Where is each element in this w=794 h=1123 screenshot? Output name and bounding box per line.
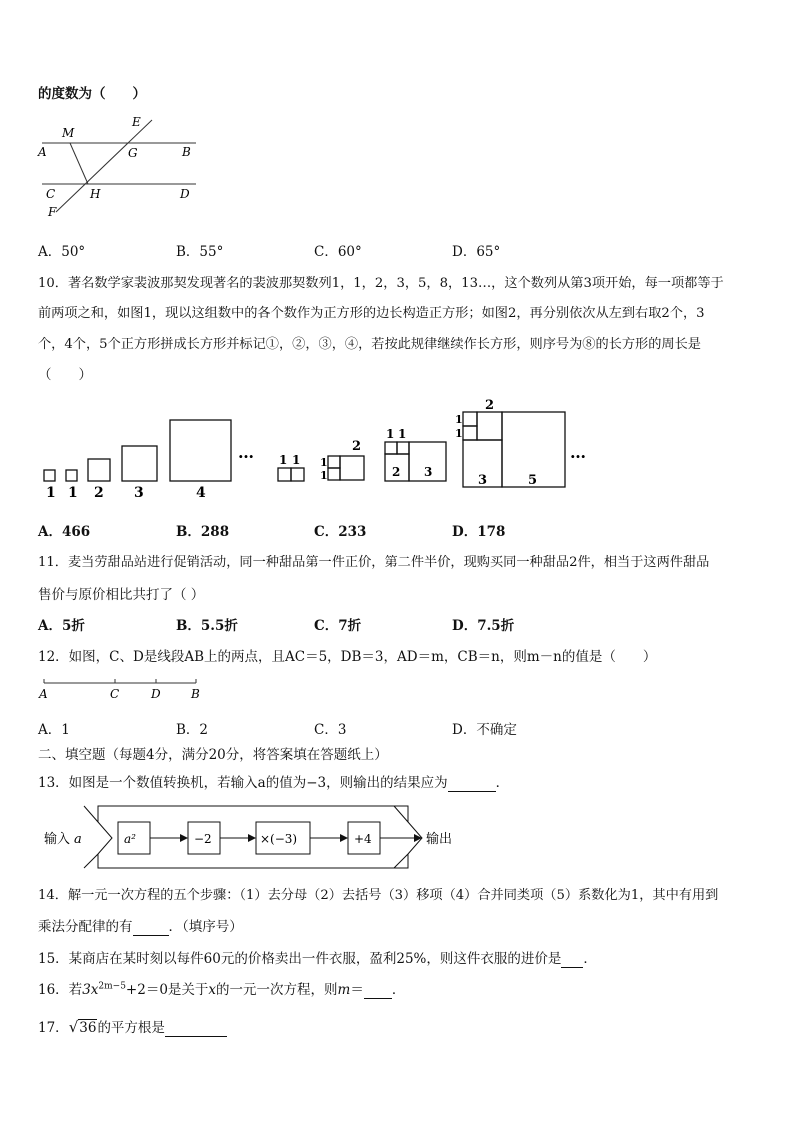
q16-eq: ＝ — [350, 982, 364, 998]
q9-option-a: A．50° — [38, 244, 86, 260]
fig2-ellipsis: … — [570, 443, 586, 462]
fig1-label-1: 1 — [46, 485, 56, 501]
q10-option-c: C．233 — [314, 524, 367, 540]
q17-prefix: 17． — [38, 1020, 69, 1036]
q13-machine-figure — [38, 800, 468, 874]
fig1-label-4: 3 — [134, 485, 144, 501]
label-B: B — [182, 145, 191, 159]
q17-line-1 — [38, 1016, 227, 1037]
q16-exponent: 2m−5 — [98, 981, 126, 992]
input-label: 输入 — [44, 832, 71, 847]
q9-figure — [34, 112, 204, 222]
q10-figure — [38, 396, 598, 502]
box-a-squared: a² — [124, 832, 136, 846]
q14-line-1: 14．解一元一次方程的五个步骤：（1）去分母（2）去括号（3）移项（4）合并同类项（5）系数化为1，其中有用到 — [38, 888, 719, 903]
fig2-r4-a: 1 — [455, 413, 463, 426]
q16-answer-blank — [364, 982, 392, 999]
radical-sign-icon: √ — [68, 1018, 79, 1036]
fig2-r3-e: 3 — [424, 465, 433, 479]
q10-line-3: 个，4个，5个正方形拼成长方形并标记①，②，③，④，若按此规律继续作长方形，则序号为⑧的长方形的周长是 — [38, 337, 701, 352]
fig2-r4-b: 1 — [455, 427, 463, 440]
q9-option-b: B．55° — [176, 244, 224, 260]
q14-line-2 — [38, 915, 243, 936]
input-var: a — [74, 832, 82, 847]
q16-middle: 是关于 — [167, 982, 209, 998]
label-H: H — [90, 187, 101, 201]
q10-option-b: B．288 — [176, 524, 230, 540]
fig1-label-3: 2 — [94, 485, 104, 501]
fig2-r1-a: 1 — [279, 453, 288, 467]
label-E: E — [132, 115, 141, 129]
q13-answer-blank — [448, 775, 496, 792]
q13-line-1 — [38, 771, 509, 792]
label-M: M — [62, 126, 75, 140]
q15-line-1 — [38, 947, 597, 968]
output-label: 输出 — [426, 832, 453, 847]
q15-answer-blank — [561, 951, 583, 968]
q9-stem-tail: 的度数为（ ） — [38, 86, 146, 102]
label-F: F — [48, 205, 57, 219]
q11-option-a: A．5折 — [38, 618, 85, 634]
q10-line-1: 10．著名数学家裴波那契发现著名的裴波那契数列1，1，2，3，5，8，13…，这个数列从第3项开始，每一项都等于 — [38, 276, 724, 291]
q11-line-2: 售价与原价相比共打了（ ） — [38, 587, 205, 603]
q16-equation: 3x — [82, 982, 99, 998]
q16-prefix: 16．若 — [38, 982, 83, 998]
q10-option-a: A．466 — [38, 524, 91, 540]
q16-suffix: 的一元一次方程，则 — [216, 982, 338, 998]
q14-answer-blank — [133, 919, 169, 936]
q17-answer-blank — [165, 1020, 227, 1037]
fig2-r3-c: 2 — [392, 465, 401, 479]
q16-m: m — [337, 982, 351, 998]
box-minus-2: −2 — [194, 832, 212, 846]
q12-option-a: A．1 — [38, 722, 70, 738]
q12-option-d: D．不确定 — [452, 722, 517, 738]
q17-radicand: 36 — [79, 1020, 97, 1036]
box-times-neg3: ×(−3) — [260, 832, 298, 846]
q11-option-b: B．5.5折 — [176, 618, 238, 634]
q11-line-1: 11．麦当劳甜品站进行促销活动，同一种甜品第一件正价，第二件半价，现购买同一种甜品2件，相当于这两件甜品 — [38, 555, 710, 570]
fig2-r1-b: 1 — [292, 453, 301, 467]
box-plus-4: +4 — [354, 832, 372, 846]
q10-line-4: （ ） — [38, 367, 92, 383]
q11-option-c: C．7折 — [314, 618, 362, 634]
q16-equation-tail: +2＝0 — [125, 982, 168, 998]
q12-segment-figure — [36, 676, 216, 702]
q14-end: ．（填序号） — [168, 919, 243, 935]
q15-text: 15．某商店在某时刻以每件60元的价格卖出一件衣服，盈利25%，则这件衣服的进价是 — [38, 951, 562, 967]
q16-end: ． — [391, 982, 406, 998]
point-C: C — [110, 687, 120, 701]
q12-option-c: C．3 — [314, 722, 347, 738]
q16-line-1 — [38, 978, 405, 999]
point-A: A — [39, 687, 48, 701]
label-G: G — [128, 146, 138, 160]
q9-option-d: D．65° — [452, 244, 501, 260]
label-A: A — [38, 145, 47, 159]
fig1-label-2: 1 — [68, 485, 78, 501]
point-B: B — [191, 687, 200, 701]
q13-end: ． — [495, 775, 510, 791]
label-D: D — [180, 187, 190, 201]
q13-text: 13．如图是一个数值转换机，若输入a的值为−3，则输出的结果应为 — [38, 775, 448, 791]
q16-var: x — [208, 982, 217, 998]
fig2-r4-c: 2 — [485, 398, 495, 413]
q12-option-b: B．2 — [176, 722, 209, 738]
q10-line-2: 前两项之和，如图1，现以这组数中的各个数作为正方形的边长构造正方形；如图2，再分别依次从左到右取2个，3 — [38, 306, 705, 321]
q14-text: 乘法分配律的有 — [38, 919, 133, 935]
fig2-r4-g: 5 — [528, 473, 538, 488]
section-heading: 二、填空题（每题4分，满分20分，将答案填在答题纸上） — [38, 747, 388, 763]
q15-end: ． — [583, 951, 597, 967]
fig2-r3-b: 1 — [398, 427, 407, 441]
q12-line-1: 12．如图，C、D是线段AB上的两点，且AC＝5，DB＝3，AD＝m，CB＝n，则m－n的值是（ ） — [38, 649, 657, 665]
fig1-label-5: 4 — [196, 485, 206, 501]
q11-option-d: D．7.5折 — [452, 618, 515, 634]
point-D: D — [151, 687, 161, 701]
fig2-r2-b: 1 — [320, 469, 328, 482]
fig2-r4-e: 3 — [478, 473, 488, 488]
fig2-r2-a: 1 — [320, 456, 328, 469]
fig1-ellipsis: … — [238, 443, 254, 462]
q10-option-d: D．178 — [452, 524, 506, 540]
fig2-r3-a: 1 — [386, 427, 395, 441]
q9-option-c: C．60° — [314, 244, 362, 260]
fig2-r2-c: 2 — [352, 439, 362, 454]
q17-suffix: 的平方根是 — [97, 1020, 165, 1036]
label-C: C — [46, 187, 56, 201]
